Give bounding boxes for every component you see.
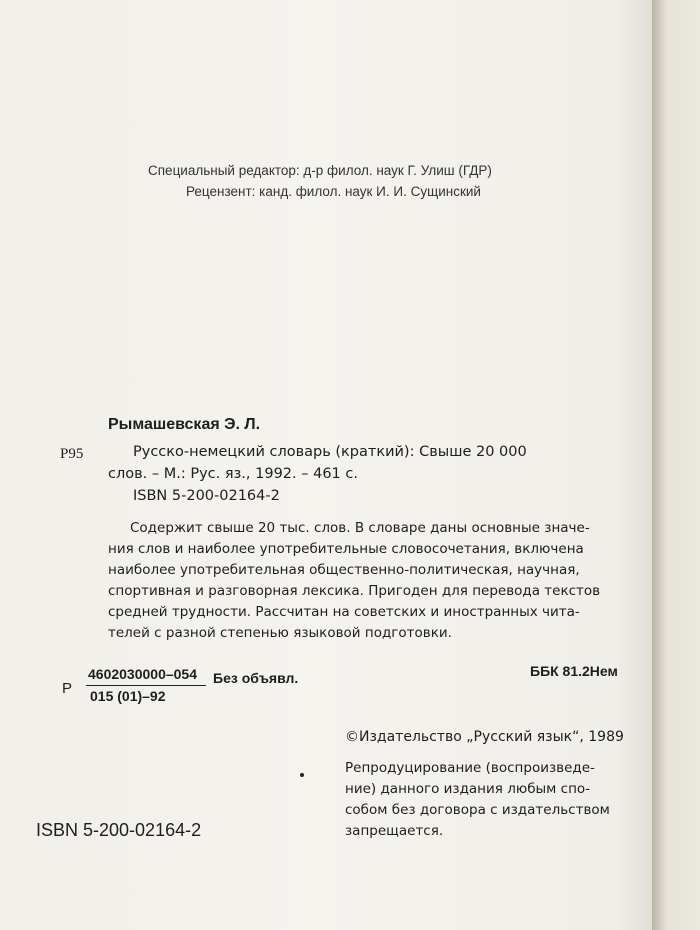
- bottom-isbn: ISBN 5-200-02164-2: [36, 820, 202, 840]
- author-name: Рымашевская Э. Л.: [108, 416, 261, 433]
- classification-denominator: 015 (01)–92: [90, 688, 166, 704]
- copyright-notice-line: запрещается.: [345, 823, 444, 839]
- classification-numerator: 4602030000–054: [88, 666, 198, 682]
- abstract-line: Содержит свыше 20 тыс. слов. В словаре даны основные значе-: [130, 520, 590, 536]
- abstract-line: наиболее употребительная общественно-политическая, научная,: [108, 562, 580, 578]
- abstract-line: средней трудности. Рассчитан на советских и иностранных чита-: [108, 604, 580, 620]
- fraction-bar: [86, 685, 206, 686]
- reviewer-line: Рецензент: канд. филол. наук И. И. Сущинский: [186, 184, 481, 199]
- copyright-notice-line: Репродуцирование (воспроизведе-: [345, 760, 595, 776]
- catalog-code: Р95: [60, 446, 84, 462]
- bibliographic-title-line: Русско-немецкий словарь (краткий): Свыше 20 000: [133, 444, 527, 460]
- abstract-line: телей с разной степенью языковой подготовки.: [108, 625, 452, 641]
- classification-note: Без объявл.: [213, 670, 299, 686]
- copyright-publisher: ©Издательство „Русский язык“, 1989: [345, 729, 624, 745]
- bibliographic-publisher-line: слов. – М.: Рус. яз., 1992. – 461 с.: [108, 466, 358, 482]
- ink-dot: [300, 773, 304, 777]
- bbk-code: ББК 81.2Нем: [530, 663, 618, 679]
- adjacent-page-edge: [652, 0, 700, 930]
- special-editor-line: Специальный редактор: д-р филол. наук Г. Улиш (ГДР): [148, 163, 492, 178]
- classification-letter: Р: [62, 680, 73, 697]
- abstract-line: спортивная и разговорная лексика. Пригоден для перевода текстов: [108, 583, 601, 599]
- abstract-line: ния слов и наиболее употребительные словосочетания, включена: [108, 541, 584, 557]
- classification-fraction: [62, 666, 212, 710]
- catalog-isbn: ISBN 5-200-02164-2: [133, 488, 280, 504]
- copyright-notice-line: ние) данного издания любым спо-: [345, 781, 591, 797]
- copyright-notice-line: собом без договора с издательством: [345, 802, 610, 818]
